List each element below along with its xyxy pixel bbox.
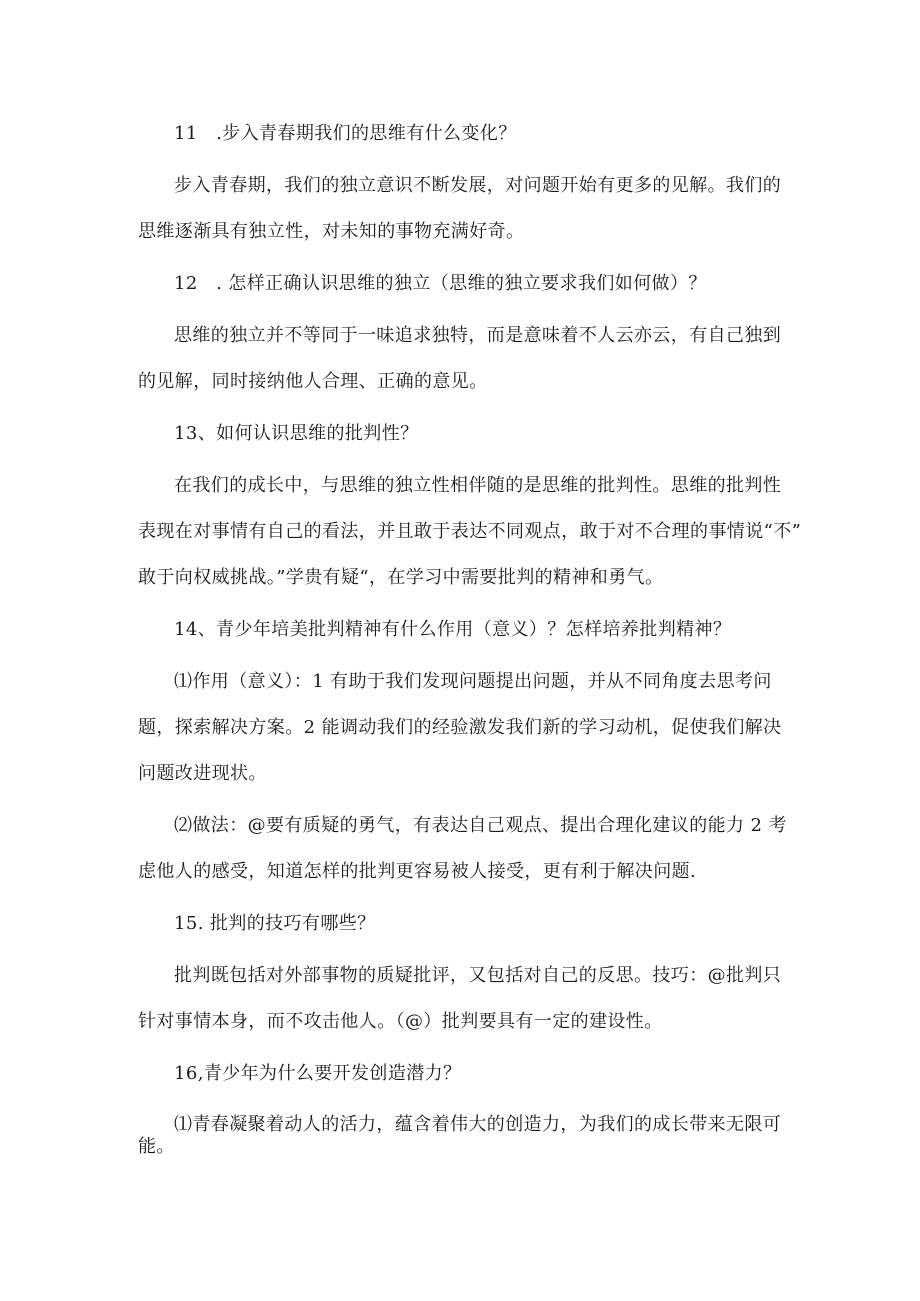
- document-body: [138, 122, 802, 1158]
- question-14-part2-line: ⑵做法：@要有质疑的勇气，有表达自己观点、提出合理化建议的能力 2 考: [174, 815, 787, 836]
- question-14-title: 14、青少年培美批判精神有什么作用（意义）？怎样培养批判精神？: [174, 619, 732, 640]
- question-11-answer-line: 步入青春期，我们的独立意识不断发展，对问题开始有更多的见解。我们的: [174, 175, 782, 196]
- question-14-part2-line: 虑他人的感受，知道怎样的批判更容易被人接受，更有利于解决问题.: [138, 861, 697, 882]
- question-15-title: 15. 批判的技巧有哪些？: [174, 913, 376, 934]
- question-13-answer-line: 敢于向权威挑战。”学贵有疑“，在学习中需要批判的精神和勇气。: [138, 567, 664, 588]
- question-13-answer-line: 在我们的成长中，与思维的独立性相伴随的是思维的批判性。思维的批判性: [174, 475, 782, 496]
- question-14-part1-line: 题，探索解决方案。2 能调动我们的经验激发我们新的学习动机，促使我们解决: [138, 717, 782, 738]
- question-11-answer-line: 思维逐渐具有独立性，对未知的事物充满好奇。: [138, 221, 525, 242]
- question-12-answer-line: 的见解，同时接纳他人合理、正确的意见。: [138, 371, 488, 392]
- question-16-answer-line: 能。: [138, 1136, 175, 1157]
- question-14-part1-line: ⑴作用（意义）：1 有助于我们发现问题提出问题，并从不同角度去思考问: [174, 671, 772, 692]
- question-13-title: 13、如何认识思维的批判性？: [174, 423, 419, 444]
- question-16-title: 16,青少年为什么要开发创造潜力？: [174, 1063, 462, 1084]
- question-12-answer-line: 思维的独立并不等同于一味追求独特，而是意味着不人云亦云，有自己独到: [174, 325, 782, 346]
- question-13-answer-line: 表现在对事情有自己的看法，并且敢于表达不同观点，敢于对不合理的事情说“不”: [138, 521, 802, 542]
- question-14-part1-line: 问题改进现状。: [138, 763, 267, 784]
- question-12-title: 12 . 怎样正确认识思维的独立（思维的独立要求我们如何做）？: [174, 273, 707, 294]
- question-15-answer-line: 批判既包括对外部事物的质疑批评，又包括对自己的反思。技巧：@批判只: [174, 965, 782, 986]
- question-16-answer-line: ⑴青春凝聚着动人的活力，蕴含着伟大的创造力，为我们的成长带来无限可: [174, 1114, 782, 1135]
- question-15-answer-line: 针对事情本身，而不攻击他人。（@）批判要具有一定的建设性。: [138, 1011, 663, 1032]
- question-11-title: 11 .步入青春期我们的思维有什么变化？: [174, 123, 517, 144]
